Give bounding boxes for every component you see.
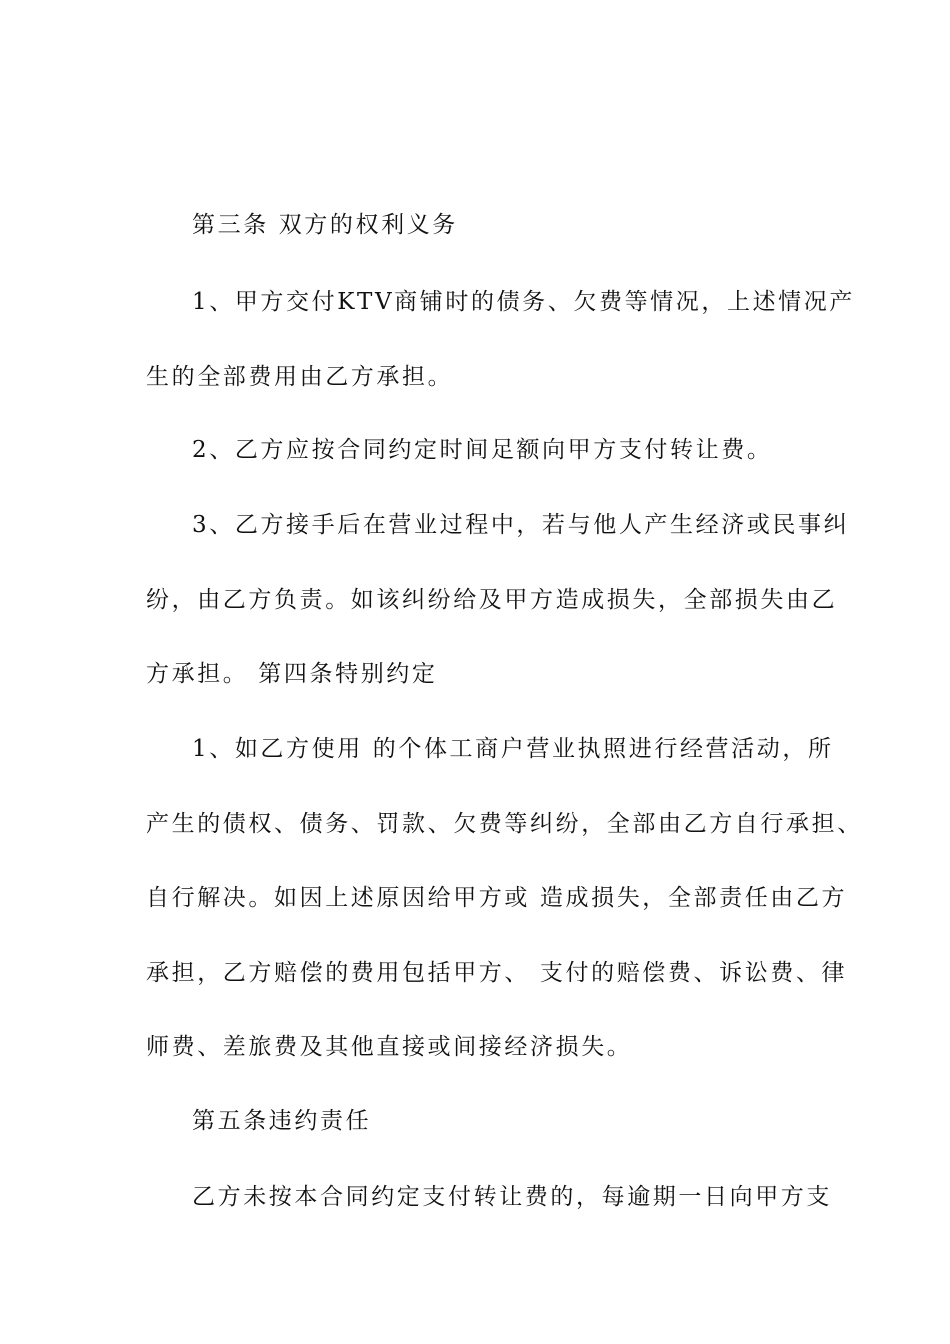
clause-3-1-line-2: 生的全部费用由乙方承担。 bbox=[146, 364, 454, 390]
clause-3-3-line-2: 纷，由乙方负责。如该纠纷给及甲方造成损失，全部损失由乙 bbox=[146, 587, 838, 613]
clause-3-3-line-3-with-article-4-heading: 方承担。 第四条特别约定 bbox=[146, 661, 438, 687]
clause-3-3-line-1: 3、乙方接手后在营业过程中，若与他人产生经济或民事纠 bbox=[192, 512, 850, 538]
article-5-heading: 第五条违约责任 bbox=[192, 1108, 372, 1134]
clause-3-1-line-1: 1、甲方交付KTV商铺时的债务、欠费等情况，上述情况产 bbox=[192, 289, 855, 315]
clause-4-1-line-5: 师费、差旅费及其他直接或间接经济损失。 bbox=[146, 1034, 633, 1060]
article-5-paragraph-line-1: 乙方未按本合同约定支付转让费的，每逾期一日向甲方支 bbox=[192, 1184, 832, 1210]
clause-4-1-line-2: 产生的债权、债务、罚款、欠费等纠纷，全部由乙方自行承担、 bbox=[146, 811, 863, 837]
clause-4-1-line-4: 承担，乙方赔偿的费用包括甲方、 支付的赔偿费、诉讼费、律 bbox=[146, 960, 848, 986]
clause-3-2: 2、乙方应按合同约定时间足额向甲方支付转让费。 bbox=[192, 437, 773, 463]
clause-4-1-line-3: 自行解决。如因上述原因给甲方或 造成损失，全部责任由乙方 bbox=[146, 885, 848, 911]
article-3-heading: 第三条 双方的权利义务 bbox=[192, 212, 458, 238]
clause-4-1-line-1: 1、如乙方使用 的个体工商户营业执照进行经营活动，所 bbox=[192, 736, 834, 762]
